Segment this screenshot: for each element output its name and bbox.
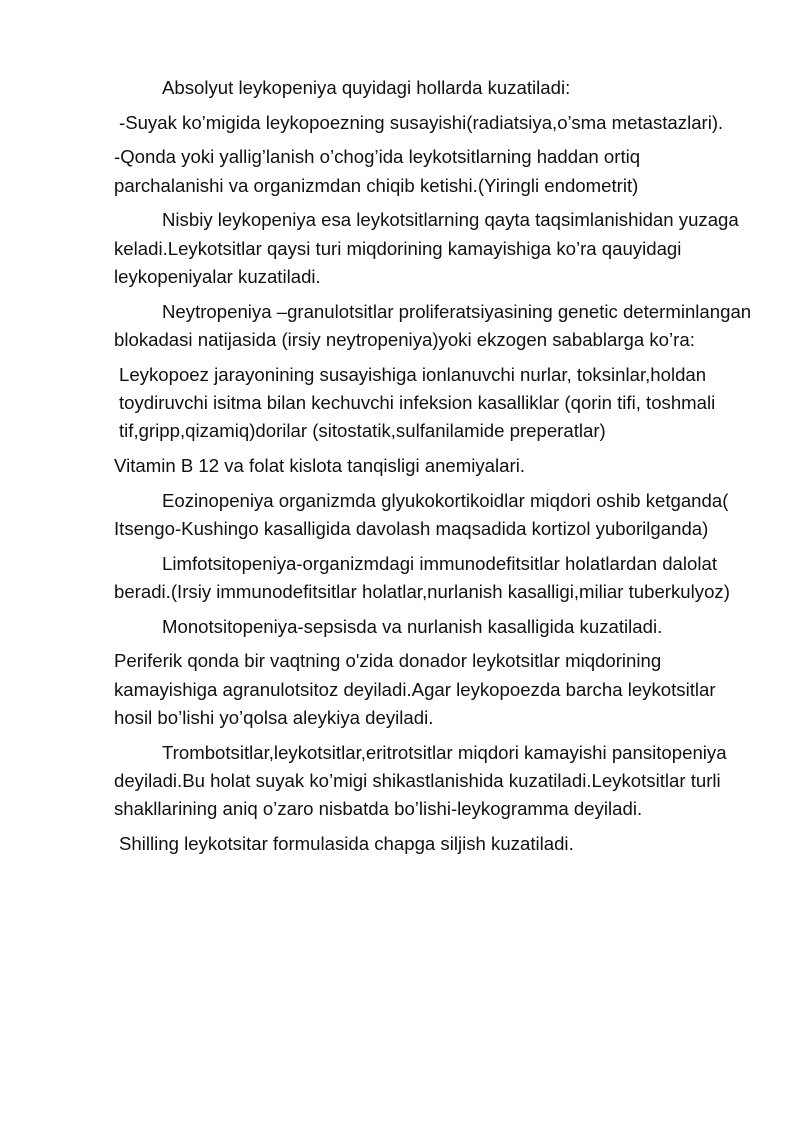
- paragraph-absolute-leukopenia: Absolyut leykopeniya quyidagi hollarda kuzatiladi:: [162, 77, 571, 98]
- paragraph-blood-inflammation: -Qonda yoki yallig’lanish o’chog’ida leykotsitlarning haddan ortiq parchalanishi va organizmdan chiqib ketishi.(Yiringli endometrit): [114, 146, 641, 196]
- paragraph-leukopoiesis-causes: Leykopoez jarayonining susayishiga ionlanuvchi nurlar, toksinlar,holdan toydiruvchi isitma bilan kechuvchi infeksion kasalliklar (qorin tifi, toshmali tif,gripp,qizamiq)dorilar (sitostatik,sulfanilamide preperatlar): [119, 363, 716, 442]
- paragraph-relative-leukopenia: Nisbiy leykopeniya esa leykotsitlarning qayta taqsimlanishidan yuzaga keladi.Leykotsitlar qaysi turi miqdorining kamayishiga ko’ra qauyidagi leykopeniyalar kuzatiladi.: [114, 209, 739, 287]
- paragraph-vitamin-b12: Vitamin B 12 va folat kislota tanqisligi anemiyalari.: [114, 455, 525, 476]
- paragraph-monocytopenia: Monotsitopeniya-sepsisda va nurlanish kasalligida kuzatiladi.: [162, 615, 663, 637]
- paragraph-pancytopenia: Trombotsitlar,leykotsitlar,eritrotsitlar miqdori kamayishi pansitopeniya deyiladi.Bu holat suyak ko’migi shikastlanishida kuzatiladi.Leykotsitlar turli shakllarining aniq o’zaro nisbatda bo’lishi-leykogramma deyiladi.: [114, 741, 727, 820]
- paragraph-eosinopenia: Eozinopeniya organizmda glyukokortikoidlar miqdori oshib ketganda( Itsengo-Kushingo kasalligida davolash maqsadida kortizol yuborilganda): [114, 489, 729, 539]
- paragraph-lymphocytopenia: Limfotsitopeniya-organizmdagi immunodefitsitlar holatlardan dalolat beradi.(Irsiy immunodefitsitlar holatlar,nurlanish kasalligi,miliar tuberkulyoz): [114, 552, 730, 602]
- document-body: [114, 74, 754, 865]
- paragraph-neutropenia: Neytropeniya –granulotsitlar proliferatsiyasining genetic determinlangan blokadasi natijasida (irsiy neytropeniya)yoki ekzogen sabablarga ko’ra:: [114, 300, 752, 350]
- paragraph-shilling-formula: Shilling leykotsitar formulasida chapga siljish kuzatiladi.: [119, 833, 574, 854]
- paragraph-agranulocytosis: Periferik qonda bir vaqtning o'zida donador leykotsitlar miqdorining kamayishiga agranulotsitoz deyiladi.Agar leykopoezda barcha leykotsitlar hosil bo’lishi yo’qolsa aleykiya deyiladi.: [114, 650, 716, 728]
- paragraph-bone-marrow: -Suyak ko’migida leykopoezning susayishi(radiatsiya,o’sma metastazlari).: [119, 111, 724, 133]
